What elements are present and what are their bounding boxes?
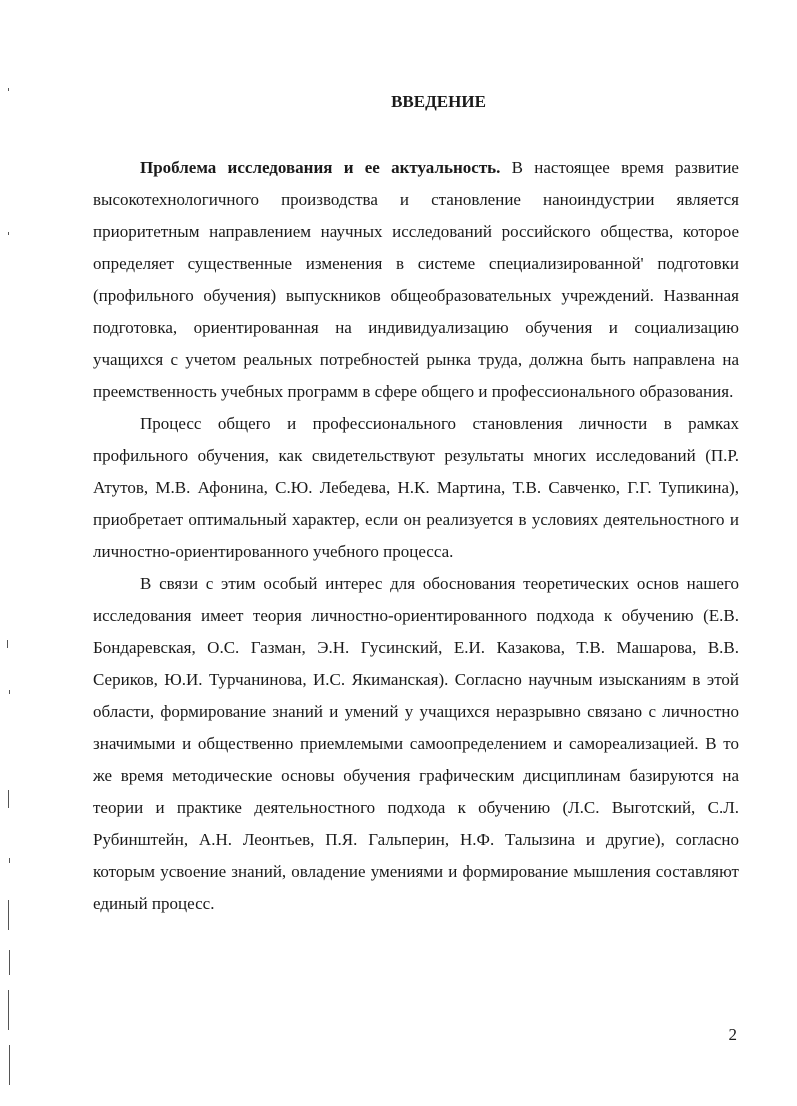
scan-mark — [8, 88, 9, 91]
body-text — [93, 152, 739, 920]
scan-mark — [8, 990, 9, 1030]
page-number: 2 — [728, 1025, 737, 1044]
scan-mark — [8, 900, 9, 930]
scan-mark — [9, 690, 10, 694]
paragraph-1 — [93, 152, 739, 408]
scan-mark — [9, 950, 10, 975]
scan-mark — [7, 640, 8, 648]
scan-mark — [8, 232, 9, 235]
page-title: ВВЕДЕНИЕ — [391, 92, 486, 111]
scan-mark — [9, 1045, 10, 1085]
scan-mark — [8, 790, 9, 808]
paragraph-1-text: В настоящее время развитие высокотехнологичного производства и становление наноиндустрии является приоритетным направлением научных исследований российского общества, которое определяет существенные изменения в системе специализированной' подготовки (профильного обучения) выпускников общеобразовательных учреждений. Названная подготовка, ориентированная на индивидуализацию обучения и социализацию учащихся с учетом реальных потребностей рынка труда, должна быть направлена на преемственность учебных программ в сфере общего и профессионального образования. — [93, 158, 739, 401]
paragraph-3: В связи с этим особый интерес для обоснования теоретических основ нашего исследования имеет теория личностно-ориентированного подхода к обучению (Е.В. Бондаревская, О.С. Газман, Э.Н. Гусинский, Е.И. Казакова, Т.В. Машарова, В.В. Сериков, Ю.И. Турчанинова, И.С. Якиманская). Согласно научным изысканиям в этой области, формирование знаний и умений у учащихся неразрывно связано с личностно значимыми и общественно приемлемыми самоопределением и самореализацией. В то же время методические основы обучения графическим дисциплинам базируются на теории и практике деятельностного подхода к обучению (Л.С. Выготский, С.Л. Рубинштейн, А.Н. Леонтьев, П.Я. Гальперин, Н.Ф. Талызина и другие), согласно которым усвоение знаний, овладение умениями и формирование мышления составляют единый процесс. — [93, 574, 739, 913]
paragraph-2: Процесс общего и профессионального становления личности в рамках профильного обучения, как свидетельствуют результаты многих исследований (П.Р. Атутов, М.В. Афонина, С.Ю. Лебедева, Н.К. Мартина, Т.В. Савченко, Г.Г. Тупикина), приобретает оптимальный характер, если он реализуется в условиях деятельностного и личностно-ориентированного учебного процесса. — [93, 414, 739, 561]
scan-mark — [9, 858, 10, 863]
paragraph-1-lead: Проблема исследования и ее актуальность. — [140, 158, 501, 177]
